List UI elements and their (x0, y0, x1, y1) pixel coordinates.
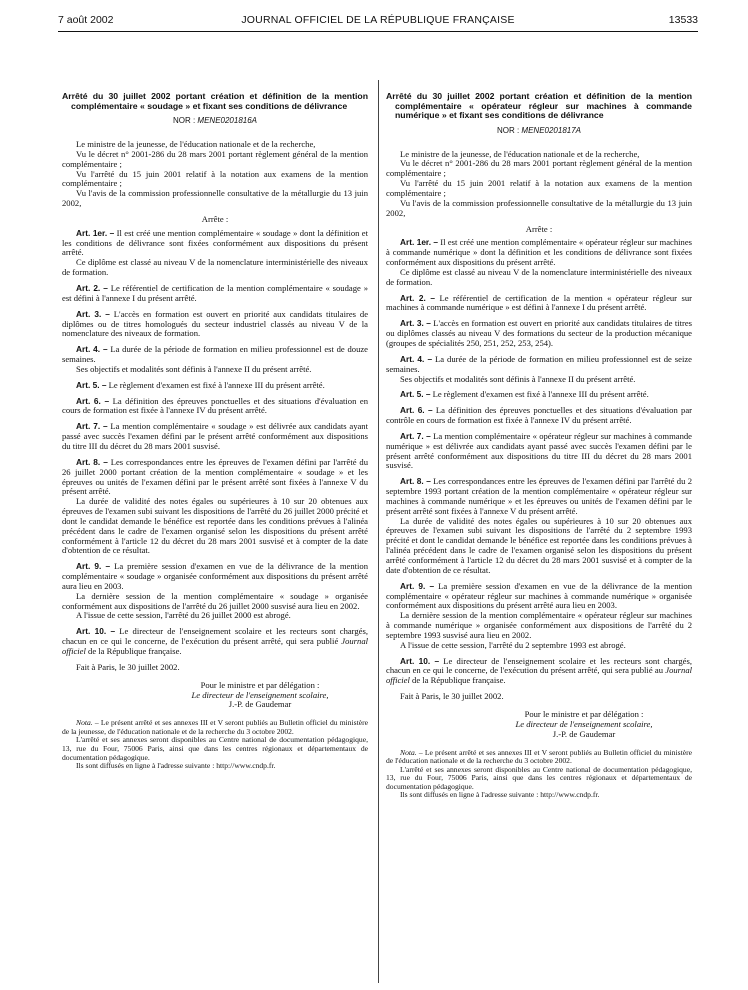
article-7 (386, 432, 692, 471)
page-number: 13533 (668, 14, 698, 26)
article-10 (62, 627, 368, 657)
issue-date: 7 août 2002 (58, 14, 114, 26)
signatory-name: J.-P. de Gaudemar (552, 728, 616, 739)
signature-place-date: Fait à Paris, le 30 juillet 2002. (76, 661, 180, 672)
right-column (386, 92, 692, 800)
nota-paragraph: L'arrêté et ses annexes seront disponibles au Centre national de documentation pédagogique, 13, rue du Four, 75006 Paris, ainsi que dans les centres régionaux et départementaux de documentation pédagogique. (386, 764, 692, 791)
nor-code: MENE0201817A (521, 125, 582, 135)
article-9 (386, 582, 692, 612)
visa-paragraph: Le ministre de la jeunesse, de l'éducation nationale et de la recherche, (76, 139, 316, 150)
article-9 (62, 562, 368, 592)
nota-paragraph: L'arrêté et ses annexes seront disponibles au Centre national de documentation pédagogique, 13, rue du Four, 75006 Paris, ainsi que dans les centres régionaux et départementaux de documentation pédagogique. (62, 735, 368, 762)
visa-paragraph: Vu l'arrêté du 15 juin 2001 relatif à la notation aux examens de la mention complémentaire ; (62, 168, 368, 189)
article-2 (62, 284, 368, 304)
visa-paragraph: Vu le décret n° 2001-286 du 28 mars 2001 portant règlement général de la mention complémentaire ; (62, 148, 368, 169)
article-label: Art. 2. – (400, 292, 436, 303)
article-text: Le directeur de l'enseignement scolaire et les recteurs sont chargés, chacun en ce qui le concerne, de l'exécution du présent arrêté, qui sera publié (62, 626, 368, 647)
signature-title: Le directeur de l'enseignement scolaire, (515, 718, 653, 729)
signature-title: Le directeur de l'enseignement scolaire, (191, 689, 329, 700)
article-1 (62, 229, 368, 259)
article-label: Art. 4. – (76, 344, 108, 355)
visa-paragraph: Vu l'avis de la commission professionnelle consultative de la métallurgie du 13 juin 2002, (62, 188, 368, 209)
article-text: Le référentiel de certification de la mention complémentaire « soudage » est défini à l'annexe I du présent arrêté. (62, 283, 368, 303)
article-paragraph: Ce diplôme est classé au niveau V de la nomenclature interministérielle des niveaux de formation. (62, 257, 368, 278)
page-header (58, 14, 698, 28)
signature-delegation: Pour le ministre et par délégation : (200, 679, 320, 690)
journal-officiel-ref: Journal officiel (62, 636, 368, 656)
signature-place-date: Fait à Paris, le 30 juillet 2002. (400, 691, 504, 702)
visa-paragraph: Vu le décret n° 2001-286 du 28 mars 2001 portant règlement général de la mention complémentaire ; (386, 158, 692, 179)
article-label: Art. 6. – (400, 405, 433, 416)
article-label: Art. 3. – (400, 318, 431, 329)
nor-reference (386, 126, 692, 136)
article-paragraph: Ses objectifs et modalités sont définis à l'annexe II du présent arrêté. (76, 363, 312, 374)
article-text: La durée de la période de formation en milieu professionnel est de seize semaines. (386, 353, 692, 374)
article-text: La première session d'examen en vue de la délivrance de la mention complémentaire « opérateur régleur sur machines à commande numérique » organisée conformément aux dispositions du présent arrêté aura lieu en 2003. (386, 580, 692, 611)
article-label: Art. 3. – (76, 308, 110, 319)
article-4 (386, 355, 692, 375)
nota-text: – Le présent arrêté et ses annexes III et V seront publiés au Bulletin officiel du ministère de la jeunesse, de l'éducation nationale et de la recherche du 3 octobre 2002. (62, 718, 368, 736)
header-rule (58, 31, 698, 32)
article-8 (62, 458, 368, 497)
decree-title: Arrêté du 30 juillet 2002 portant création et définition de la mention complémentaire « opérateur régleur sur machines à commande numérique » et fixant ses conditions de délivrance (386, 91, 692, 121)
article-5 (62, 381, 368, 391)
article-label: Art. 8. – (400, 476, 431, 487)
article-paragraph: Ses objectifs et modalités sont définis à l'annexe II du présent arrêté. (400, 373, 636, 384)
article-paragraph: A l'issue de cette session, l'arrêté du 2 septembre 1993 est abrogé. (400, 639, 626, 650)
article-6 (62, 397, 368, 417)
article-text: Il est créé une mention complémentaire « soudage » dont la définition et les conditions de délivrance sont fixées conformément aux dispositions du présent arrêté. (62, 227, 369, 258)
article-label: Art. 5. – (76, 379, 107, 390)
article-paragraph: A l'issue de cette session, l'arrêté du 26 juillet 2000 est abrogé. (76, 610, 291, 621)
article-label: Art. 2. – (76, 283, 108, 293)
visa-paragraph: Vu l'arrêté du 15 juin 2001 relatif à la notation aux examens de la mention complémentaire ; (386, 178, 692, 198)
article-text: Les correspondances entre les épreuves de l'examen défini par l'arrêté du 2 septembre 1993 portant création de la mention complémentaire « opérateur régleur sur machines à commande numérique » et les épreuves ou unités de l'examen défini par le présent arrêté sont fixées à l'annexe V du présent arrêté. (386, 476, 693, 516)
arrete-heading: Arrête : (201, 213, 229, 224)
article-7 (62, 422, 368, 452)
article-label: Art. 9. – (76, 561, 111, 572)
arrete-heading: Arrête : (525, 223, 553, 234)
nota-label: Nota. (76, 718, 93, 728)
article-8 (386, 477, 692, 516)
article-label: Art. 10. – (400, 655, 440, 666)
article-3 (386, 319, 692, 349)
article-label: Art. 8. – (76, 456, 108, 467)
nor-label: NOR : (172, 116, 198, 126)
nota-paragraph: Ils sont diffusés en ligne à l'adresse suivante : http://www.cndp.fr. (400, 790, 600, 800)
nota-paragraph (62, 719, 368, 736)
left-column (62, 92, 368, 771)
article-label: Art. 5. – (400, 389, 431, 400)
visa-paragraph: Vu l'avis de la commission professionnelle consultative de la métallurgie du 13 juin 2002, (386, 197, 692, 218)
article-text: Il est créé une mention complémentaire « opérateur régleur sur machines à commande numérique » dont la définition et les conditions de délivrance sont fixées conformément aux dispositions du présent arrêté. (386, 237, 692, 268)
journal-officiel-ref: Journal officiel (386, 665, 692, 686)
article-text: Le règlement d'examen est fixé à l'annexe III du présent arrêté. (430, 389, 649, 400)
article-text: La durée de la période de formation en milieu professionnel est de douze semaines. (62, 344, 368, 365)
article-text: de la République française. (85, 646, 182, 656)
signatory-name: J.-P. de Gaudemar (228, 699, 292, 710)
nor-code: MENE0201816A (197, 116, 258, 126)
visa-paragraph: Le ministre de la jeunesse, de l'éducation nationale et de la recherche, (400, 148, 640, 159)
article-text: La première session d'examen en vue de la délivrance de la mention complémentaire « soudage » organisée conformément aux dispositions du présent arrêté aura lieu en 2003. (62, 561, 368, 591)
article-text: La mention complémentaire « opérateur régleur sur machines à commande numérique » est délivrée aux candidats ayant passé avec succès l'examen défini par le présent arrêté conformément aux dispositions du titre III du décret du 28 mars 2001 susvisé. (386, 430, 692, 471)
nor-reference (62, 116, 368, 126)
nota-paragraph (386, 749, 692, 766)
article-text: La définition des épreuves ponctuelles et des situations d'évaluation par contrôle en cours de formation est fixée à l'annexe IV du présent arrêté. (386, 405, 693, 426)
article-text: La définition des épreuves ponctuelles et des situations d'évaluation en cours de formation est fixée à l'annexe IV du présent arrêté. (62, 395, 368, 416)
article-text: Le règlement d'examen est fixé à l'annexe III du présent arrêté. (106, 379, 325, 390)
nota-label: Nota. (400, 747, 417, 757)
journal-title: JOURNAL OFFICIEL DE LA RÉPUBLIQUE FRANÇAISE (241, 14, 515, 26)
nota-text: – Le présent arrêté et ses annexes III et V seront publiés au Bulletin officiel du ministère de l'éducation nationale et de la recherche du 3 octobre 2002. (386, 747, 692, 766)
article-2 (386, 294, 692, 314)
article-text: Le référentiel de certification de la mention « opérateur régleur sur machines à commande numérique » est défini à l'annexe I du présent arrêté. (386, 292, 692, 313)
article-label: Art. 6. – (76, 395, 110, 406)
article-label: Art. 7. – (400, 430, 431, 441)
article-text: L'accès en formation est ouvert en priorité aux candidats titulaires de titres ou diplômes classés au niveau V des formations du secteur de la production mécanique (groupes de spécialités 250, 251, 252, 253, 254). (386, 318, 693, 348)
article-6 (386, 406, 692, 426)
article-4 (62, 345, 368, 365)
article-3 (62, 310, 368, 340)
article-label: Art. 9. – (400, 580, 435, 591)
article-text: Le directeur de l'enseignement scolaire et les recteurs sont chargés, chacun en ce qui le concerne, de l'exécution du présent arrêté, qui sera publié au (386, 655, 692, 676)
article-paragraph: La durée de validité des notes égales ou supérieures à 10 sur 20 obtenues aux épreuves de l'examen subi suivant les dispositions de l'arrêté du 2 septembre 1993 précité et dont le candidat demande le bénéfice est reportée dans les conditions prévues à l'alinéa précédent dans le cadre de l'examen organisé selon les dispositions du présent arrêté conformément à l'article 12 du décret du 28 mars 2001 susvisé et à compter de la date d'obtention de ce résultat. (386, 515, 692, 575)
article-label: Art. 10. – (76, 626, 116, 637)
article-paragraph: Ce diplôme est classé au niveau V de la nomenclature interministérielle des niveaux de formation. (386, 266, 692, 287)
article-label: Art. 7. – (76, 421, 108, 432)
article-paragraph: La durée de validité des notes égales ou supérieures à 10 sur 20 obtenues aux épreuves de l'examen subi suivant les dispositions de l'arrêté du 26 juillet 2000 précité et dont le candidat demande le bénéfice est reportée dans les conditions prévues à l'alinéa précédent dans le cadre de l'examen organisé selon les dispositions du présent arrêté conformément à l'article 12 du décret du 28 mars 2001 susvisé et à compter de la date d'obtention de ce résultat. (62, 496, 368, 556)
article-text: La mention complémentaire « soudage » est délivrée aux candidats ayant passé avec succès l'examen défini par le présent arrêté conformément aux dispositions du titre III du décret du 28 mars 2001 susvisé. (62, 421, 368, 451)
article-label: Art. 1er. – (400, 237, 439, 248)
decree-title: Arrêté du 30 juillet 2002 portant création et définition de la mention complémentaire « soudage » et fixant ses conditions de délivrance (62, 91, 368, 111)
article-text: L'accès en formation est ouvert en priorité aux candidats titulaires de diplômes ou de titres homologués du secteur industriel classés au niveau V de la nomenclature des niveaux de formation. (62, 308, 369, 339)
nota-paragraph: Ils sont diffusés en ligne à l'adresse suivante : http://www.cndp.fr. (76, 761, 276, 771)
article-5 (386, 390, 692, 400)
article-paragraph: La dernière session de la mention complémentaire « soudage » organisée conformément aux dispositions de l'arrêté du 26 juillet 2000 susvisé aura lieu en 2002. (62, 590, 368, 611)
article-10 (386, 657, 692, 687)
signature-delegation: Pour le ministre et par délégation : (524, 708, 644, 719)
article-label: Art. 4. – (400, 353, 433, 364)
article-text: de la République française. (409, 675, 506, 686)
article-1 (386, 238, 692, 268)
article-label: Art. 1er. – (76, 227, 115, 238)
column-divider (378, 80, 379, 983)
article-paragraph: La dernière session de la mention complémentaire « opérateur régleur sur machines à commande numérique » organisée conformément aux dispositions de l'arrêté du 2 septembre 1993 susvisé aura lieu en 2002. (386, 610, 692, 640)
article-text: Les correspondances entre les épreuves de l'examen défini par l'arrêté du 26 juillet 2000 portant création de la mention complémentaire « soudage » et les épreuves ou unités de l'examen défini par le présent arrêté sont fixées à l'annexe V du présent arrêté. (62, 456, 369, 497)
nor-label: NOR : (496, 125, 522, 135)
